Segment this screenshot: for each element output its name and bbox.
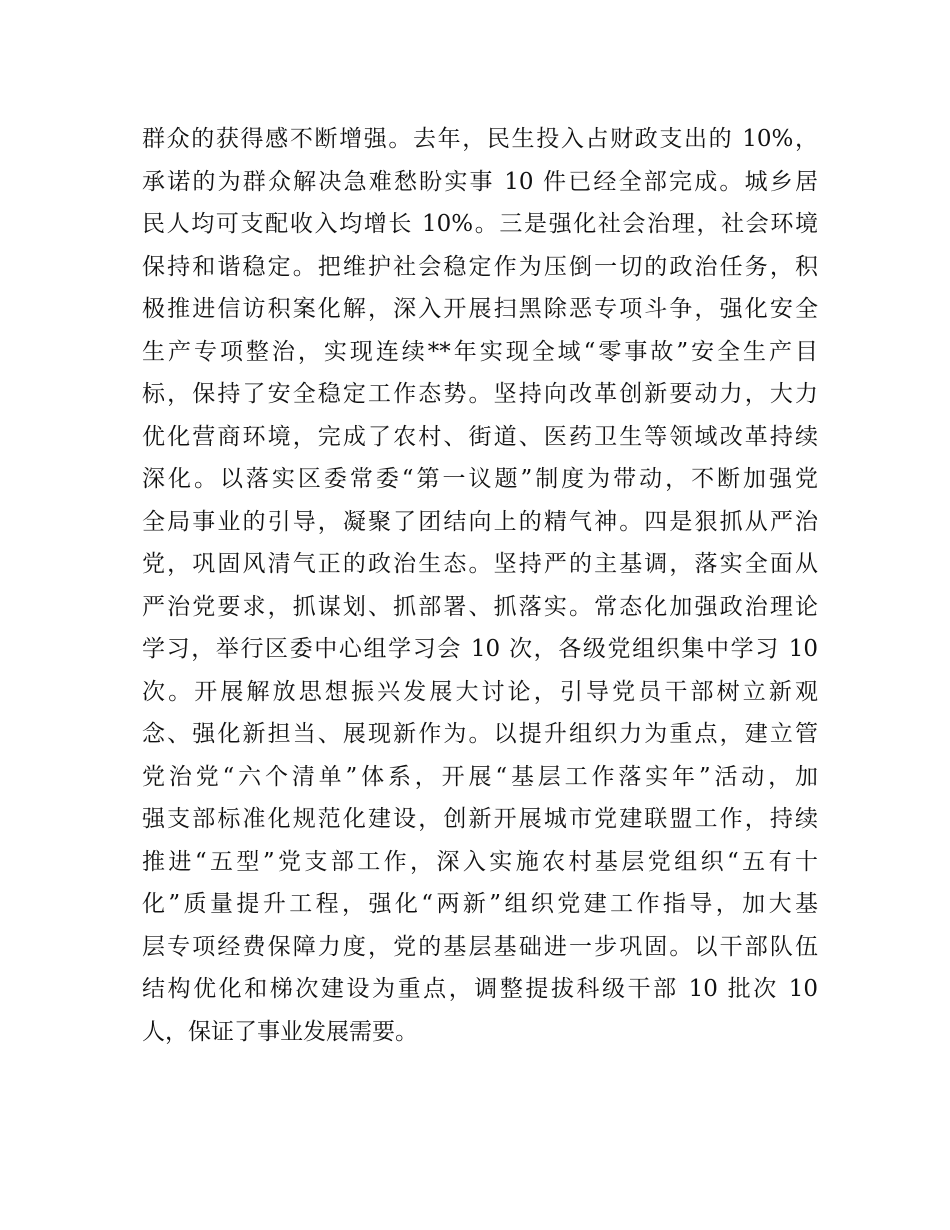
text-line: 强支部标准化规范化建设，创新开展城市党建联盟工作，持续	[142, 806, 818, 832]
text-line: 次。开展解放思想振兴发展大讨论，引导党员干部树立新观	[142, 678, 818, 705]
text-line: 标，保持了安全稳定工作态势。坚持向改革创新要动力，大力	[142, 381, 818, 407]
text-line: 严治党要求，抓谋划、抓部署、抓落实。常态化加强政治理论	[142, 593, 818, 620]
text-line: 化”质量提升工程，强化“两新”组织党建工作指导，加大基	[142, 891, 818, 917]
text-line: 生产专项整治，实现连续**年实现全域“零事故”安全生产目	[142, 338, 818, 365]
text-line: 念、强化新担当、展现新作为。以提升组织力为重点，建立管	[142, 721, 818, 747]
text-line: 学习，举行区委中心组学习会 10 次，各级党组织集中学习 10	[142, 636, 818, 662]
text-line: 党治党“六个清单”体系，开展“基层工作落实年”活动，加	[142, 763, 818, 790]
text-line: 全局事业的引导，凝聚了团结向上的精气神。四是狠抓从严治	[142, 508, 818, 535]
text-line: 保持和谐稳定。把维护社会稳定作为压倒一切的政治任务，积	[142, 253, 818, 280]
text-line: 极推进信访积案化解，深入开展扫黑除恶专项斗争，强化安全	[142, 296, 818, 322]
text-line: 层专项经费保障力度，党的基层基础进一步巩固。以干部队伍	[142, 933, 818, 960]
text-line: 结构优化和梯次建设为重点，调整提拔科级干部 10 批次 10	[142, 976, 818, 1002]
text-line: 人，保证了事业发展需要。	[142, 1018, 418, 1045]
text-line: 优化营商环境，完成了农村、街道、医药卫生等领域改革持续	[142, 423, 818, 450]
text-line: 民人均可支配收入均增长 10%。三是强化社会治理，社会环境	[142, 211, 818, 237]
text-line: 承诺的为群众解决急难愁盼实事 10 件已经全部完成。城乡居	[142, 168, 818, 195]
text-line: 深化。以落实区委常委“第一议题”制度为带动，不断加强党	[142, 466, 818, 492]
text-line: 推进“五型”党支部工作，深入实施农村基层党组织“五有十	[142, 848, 818, 875]
text-line: 党，巩固风清气正的政治生态。坚持严的主基调，落实全面从	[142, 551, 818, 577]
text-line: 群众的获得感不断增强。去年，民生投入占财政支出的 10%，	[142, 126, 818, 152]
body-paragraph	[142, 118, 818, 1053]
